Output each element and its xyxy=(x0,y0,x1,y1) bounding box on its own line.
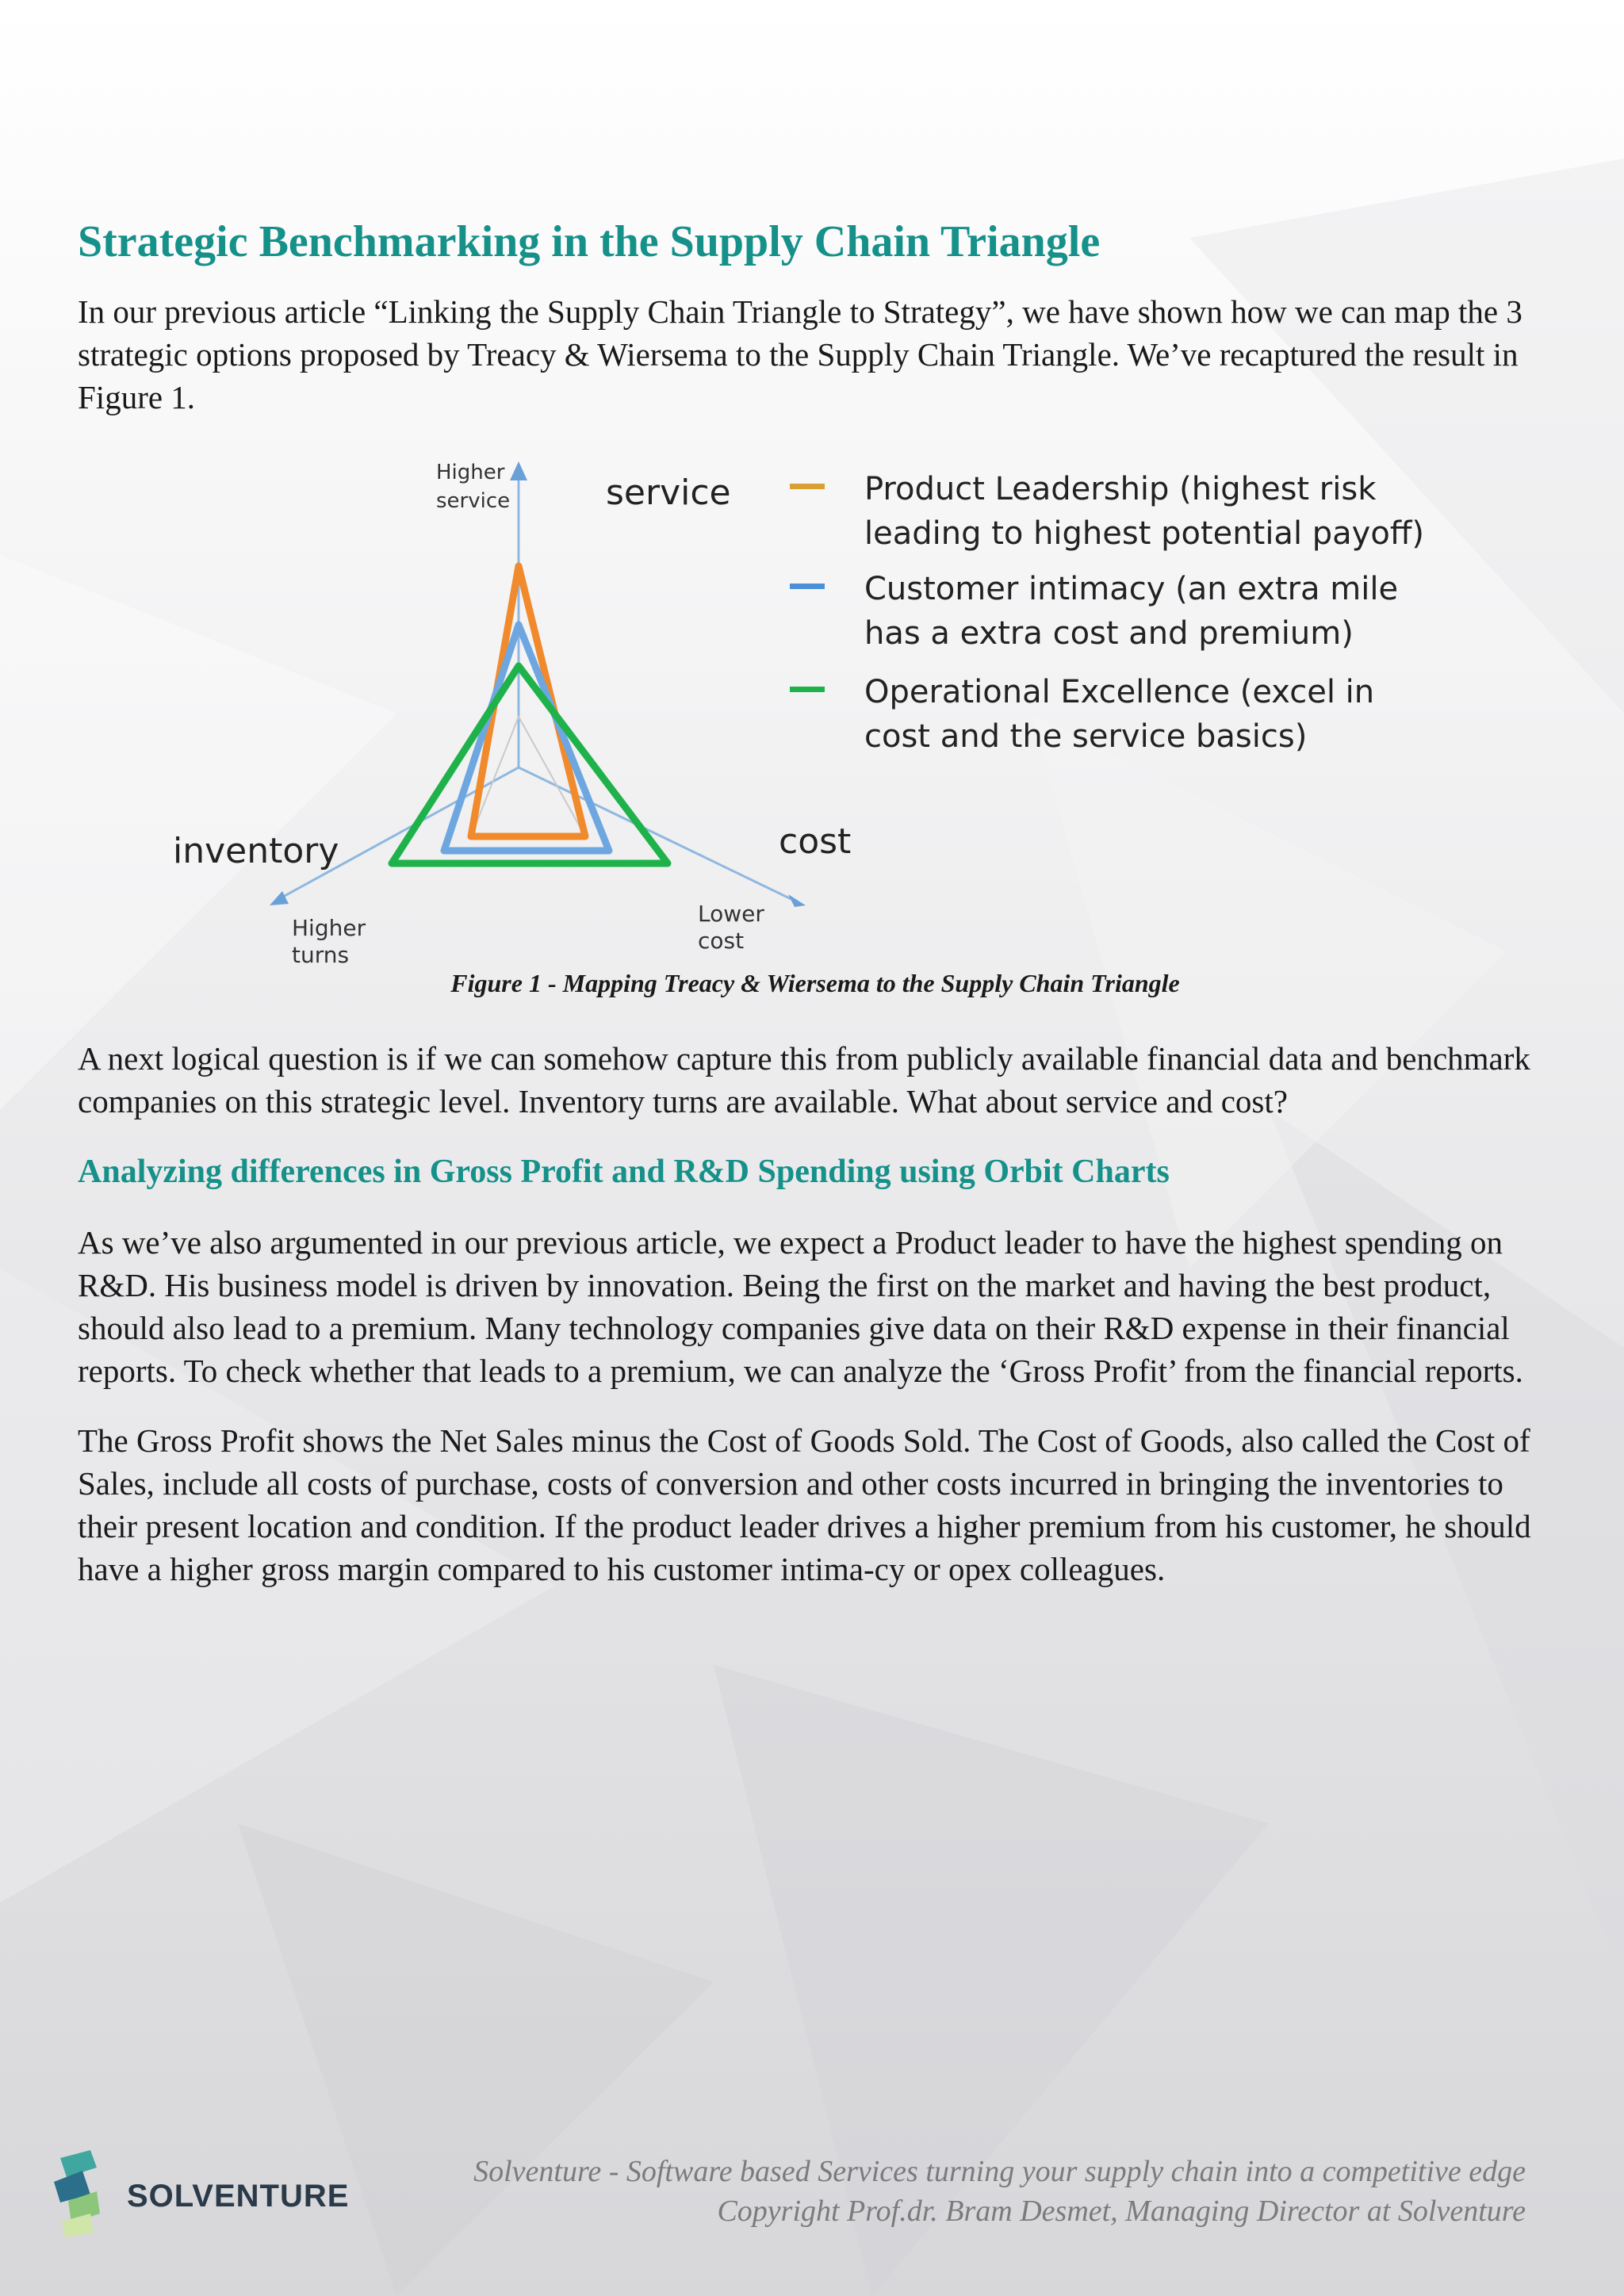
higher-turns-label-1: Higher xyxy=(292,915,366,941)
product-leadership-triangle xyxy=(471,566,585,836)
lower-cost-label-1: Lower xyxy=(698,901,764,927)
service-label: service xyxy=(606,473,731,513)
cost-axis-arrow-icon xyxy=(788,894,806,907)
legend-product-leadership-1: Product Leadership (highest risk xyxy=(864,471,1377,507)
supply-chain-triangle-diagram xyxy=(78,419,1553,966)
higher-service-label-1: Higher xyxy=(436,461,505,484)
section-heading: Analyzing differences in Gross Profit and R&D Spending using Orbit Charts xyxy=(78,1154,1170,1190)
higher-turns-label-2: turns xyxy=(292,942,350,966)
paragraph-3: As we’ve also argumented in our previous article, we expect a Product leader to have the highest spending on R&D. His business model is driven by innovation. Being the first on the market and having the best product, should also lead to a premium. Many technology companies give data on their R&D expense in their financial reports. To check whether that leads to a premium, we can analyze the ‘Gross Profit’ from the financial reports. xyxy=(78,1224,1523,1389)
intro-paragraph: In our previous article “Linking the Supply Chain Triangle to Strategy”, we have shown how we can map the 3 strategic options proposed by Treacy & Wiersema to the Supply Chain Triangle. We’ve recaptured the result in Figure 1. xyxy=(78,293,1522,415)
figure-1 xyxy=(78,419,1553,1037)
footer-line-2: Copyright Prof.dr. Bram Desmet, Managing Director at Solventure xyxy=(717,2195,1526,2228)
legend xyxy=(790,471,1424,755)
page-title: Strategic Benchmarking in the Supply Chain Triangle xyxy=(78,217,1101,266)
footer xyxy=(473,2152,1526,2231)
legend-operational-excellence-2: cost and the service basics) xyxy=(864,718,1308,755)
logo-text: SOLVENTURE xyxy=(127,2179,350,2214)
figure-caption: Figure 1 - Mapping Treacy & Wiersema to the Supply Chain Triangle xyxy=(450,969,1180,997)
paragraph-2: A next logical question is if we can somehow capture this from publicly available financial data and benchmark companies on this strategic level. Inventory turns are available. What about service and cost? xyxy=(78,1040,1530,1119)
paragraph-4: The Gross Profit shows the Net Sales minus the Cost of Goods Sold. The Cost of Goods, also called the Cost of Sales, include all costs of purchase, costs of conversion and other costs incurred in bringing the inventories to their present location and condition. If the product leader drives a higher premium from his customer, he should have a higher gross margin compared to his customer intima-cy or opex colleagues. xyxy=(78,1422,1531,1587)
cost-label: cost xyxy=(779,821,852,862)
solventure-logo-icon xyxy=(51,2150,122,2237)
legend-swatch-product-leadership xyxy=(790,484,825,489)
solventure-logo xyxy=(51,2150,368,2237)
inventory-label: inventory xyxy=(173,831,339,871)
footer-line-1: Solventure - Software based Services turning your supply chain into a competitive edge xyxy=(473,2155,1526,2188)
higher-service-label-2: service xyxy=(436,489,511,513)
legend-operational-excellence-1: Operational Excellence (excel in xyxy=(864,674,1375,710)
legend-customer-intimacy-2: has a extra cost and premium) xyxy=(864,615,1354,652)
legend-swatch-operational-excellence xyxy=(790,687,825,692)
legend-product-leadership-2: leading to highest potential payoff) xyxy=(864,515,1424,552)
article-content xyxy=(78,212,1553,1590)
legend-customer-intimacy-1: Customer intimacy (an extra mile xyxy=(864,571,1399,607)
service-axis-arrow-icon xyxy=(510,461,527,480)
lower-cost-label-2: cost xyxy=(698,928,745,954)
inventory-axis-arrow-icon xyxy=(270,891,289,905)
legend-swatch-customer-intimacy xyxy=(790,584,825,589)
